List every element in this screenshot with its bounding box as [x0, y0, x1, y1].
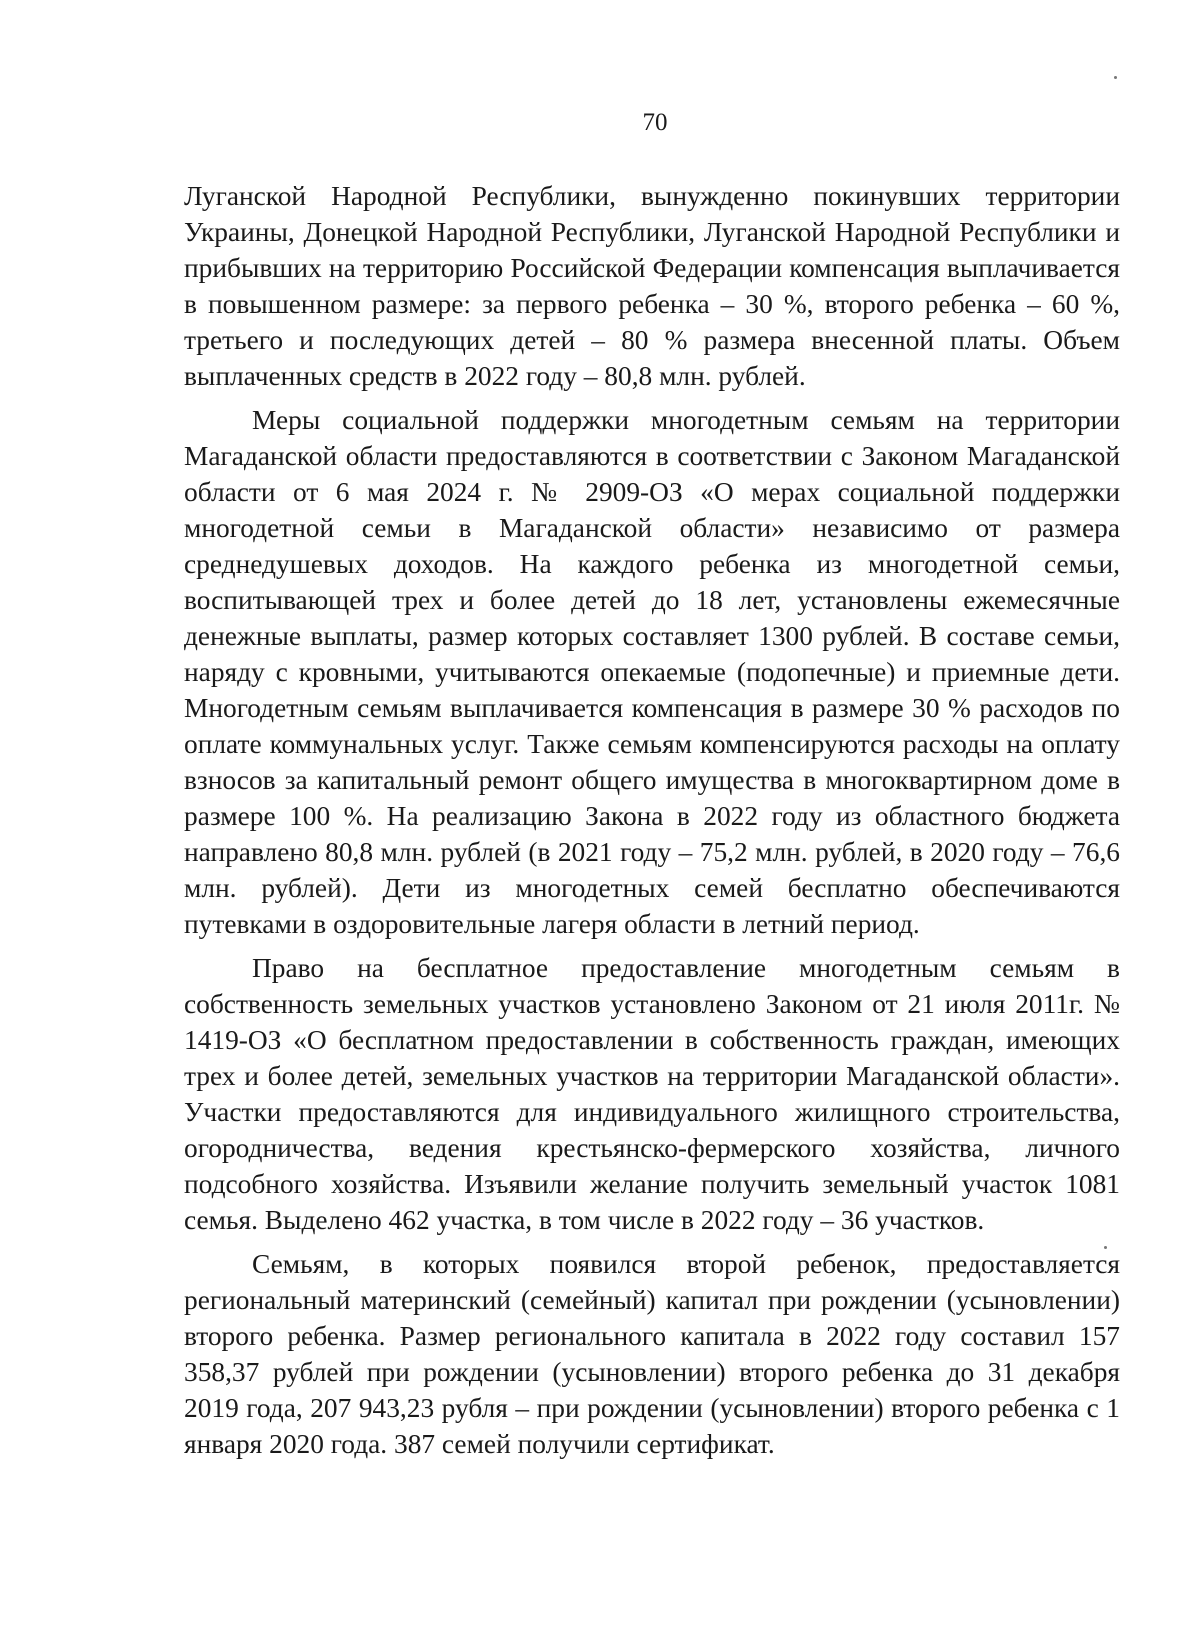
paragraph-land-plots: Право на бесплатное предоставление многодетным семьям в собственность земельных участков установлено Законом от 21 июля 2011г. № 1419-ОЗ «О бесплатном предоставлении в собственность граждан, имеющих трех и более детей, земельных участков на территории Магаданской области». Участки предоставляются для индивидуального жилищного строительства, огородничества, ведения крестьянско-фермерского хозяйства, личного подсобного хозяйства. Изъявили желание получить земельный участок 1081 семья. Выделено 462 участка, в том числе в 2022 году – 36 участков.: [184, 953, 1120, 1235]
paragraph-continuation: Луганской Народной Республики, вынужденно покинувших территории Украины, Донецкой Народной Республики, Луганской Народной Республики и прибывших на территорию Российской Федерации компенсация выплачивается в повышенном размере: за первого ребенка – 30 %, второго ребенка – 60 %, третьего и последующих детей – 80 % размера внесенной платы. Объем выплаченных средств в 2022 году – 80,8 млн. рублей.: [184, 181, 1120, 391]
paragraph-maternity-capital: Семьям, в которых появился второй ребенок, предоставляется региональный материнский (семейный) капитал при рождении (усыновлении) второго ребенка. Размер регионального капитала в 2022 году составил 157 358,37 рублей при рождении (усыновлении) второго ребенка до 31 декабря 2019 года, 207 943,23 рубля – при рождении (усыновлении) второго ребенка с 1 января 2020 года. 387 семей получили сертификат.: [184, 1249, 1120, 1459]
document-body: [184, 178, 1120, 1470]
scan-speck: [1104, 1246, 1107, 1249]
page-number: 70: [642, 109, 668, 136]
paragraph-large-family-support: Меры социальной поддержки многодетным семьям на территории Магаданской области предоставляются в соответствии с Законом Магаданской области от 6 мая 2024 г. № 2909-ОЗ «О мерах социальной поддержки многодетной семьи в Магаданской области» независимо от размера среднедушевых доходов. На каждого ребенка из многодетной семьи, воспитывающей трех и более детей до 18 лет, установлены ежемесячные денежные выплаты, размер которых составляет 1300 рублей. В составе семьи, наряду с кровными, учитываются опекаемые (подопечные) и приемные дети. Многодетным семьям выплачивается компенсация в размере 30 % расходов по оплате коммунальных услуг. Также семьям компенсируются расходы на оплату взносов за капитальный ремонт общего имущества в многоквартирном доме в размере 100 %. На реализацию Закона в 2022 году из областного бюджета направлено 80,8 млн. рублей (в 2021 году – 75,2 млн. рублей, в 2020 году – 76,6 млн. рублей). Дети из многодетных семей бесплатно обеспечиваются путевками в оздоровительные лагеря области в летний период.: [184, 405, 1120, 939]
scan-speck: [1114, 76, 1117, 79]
